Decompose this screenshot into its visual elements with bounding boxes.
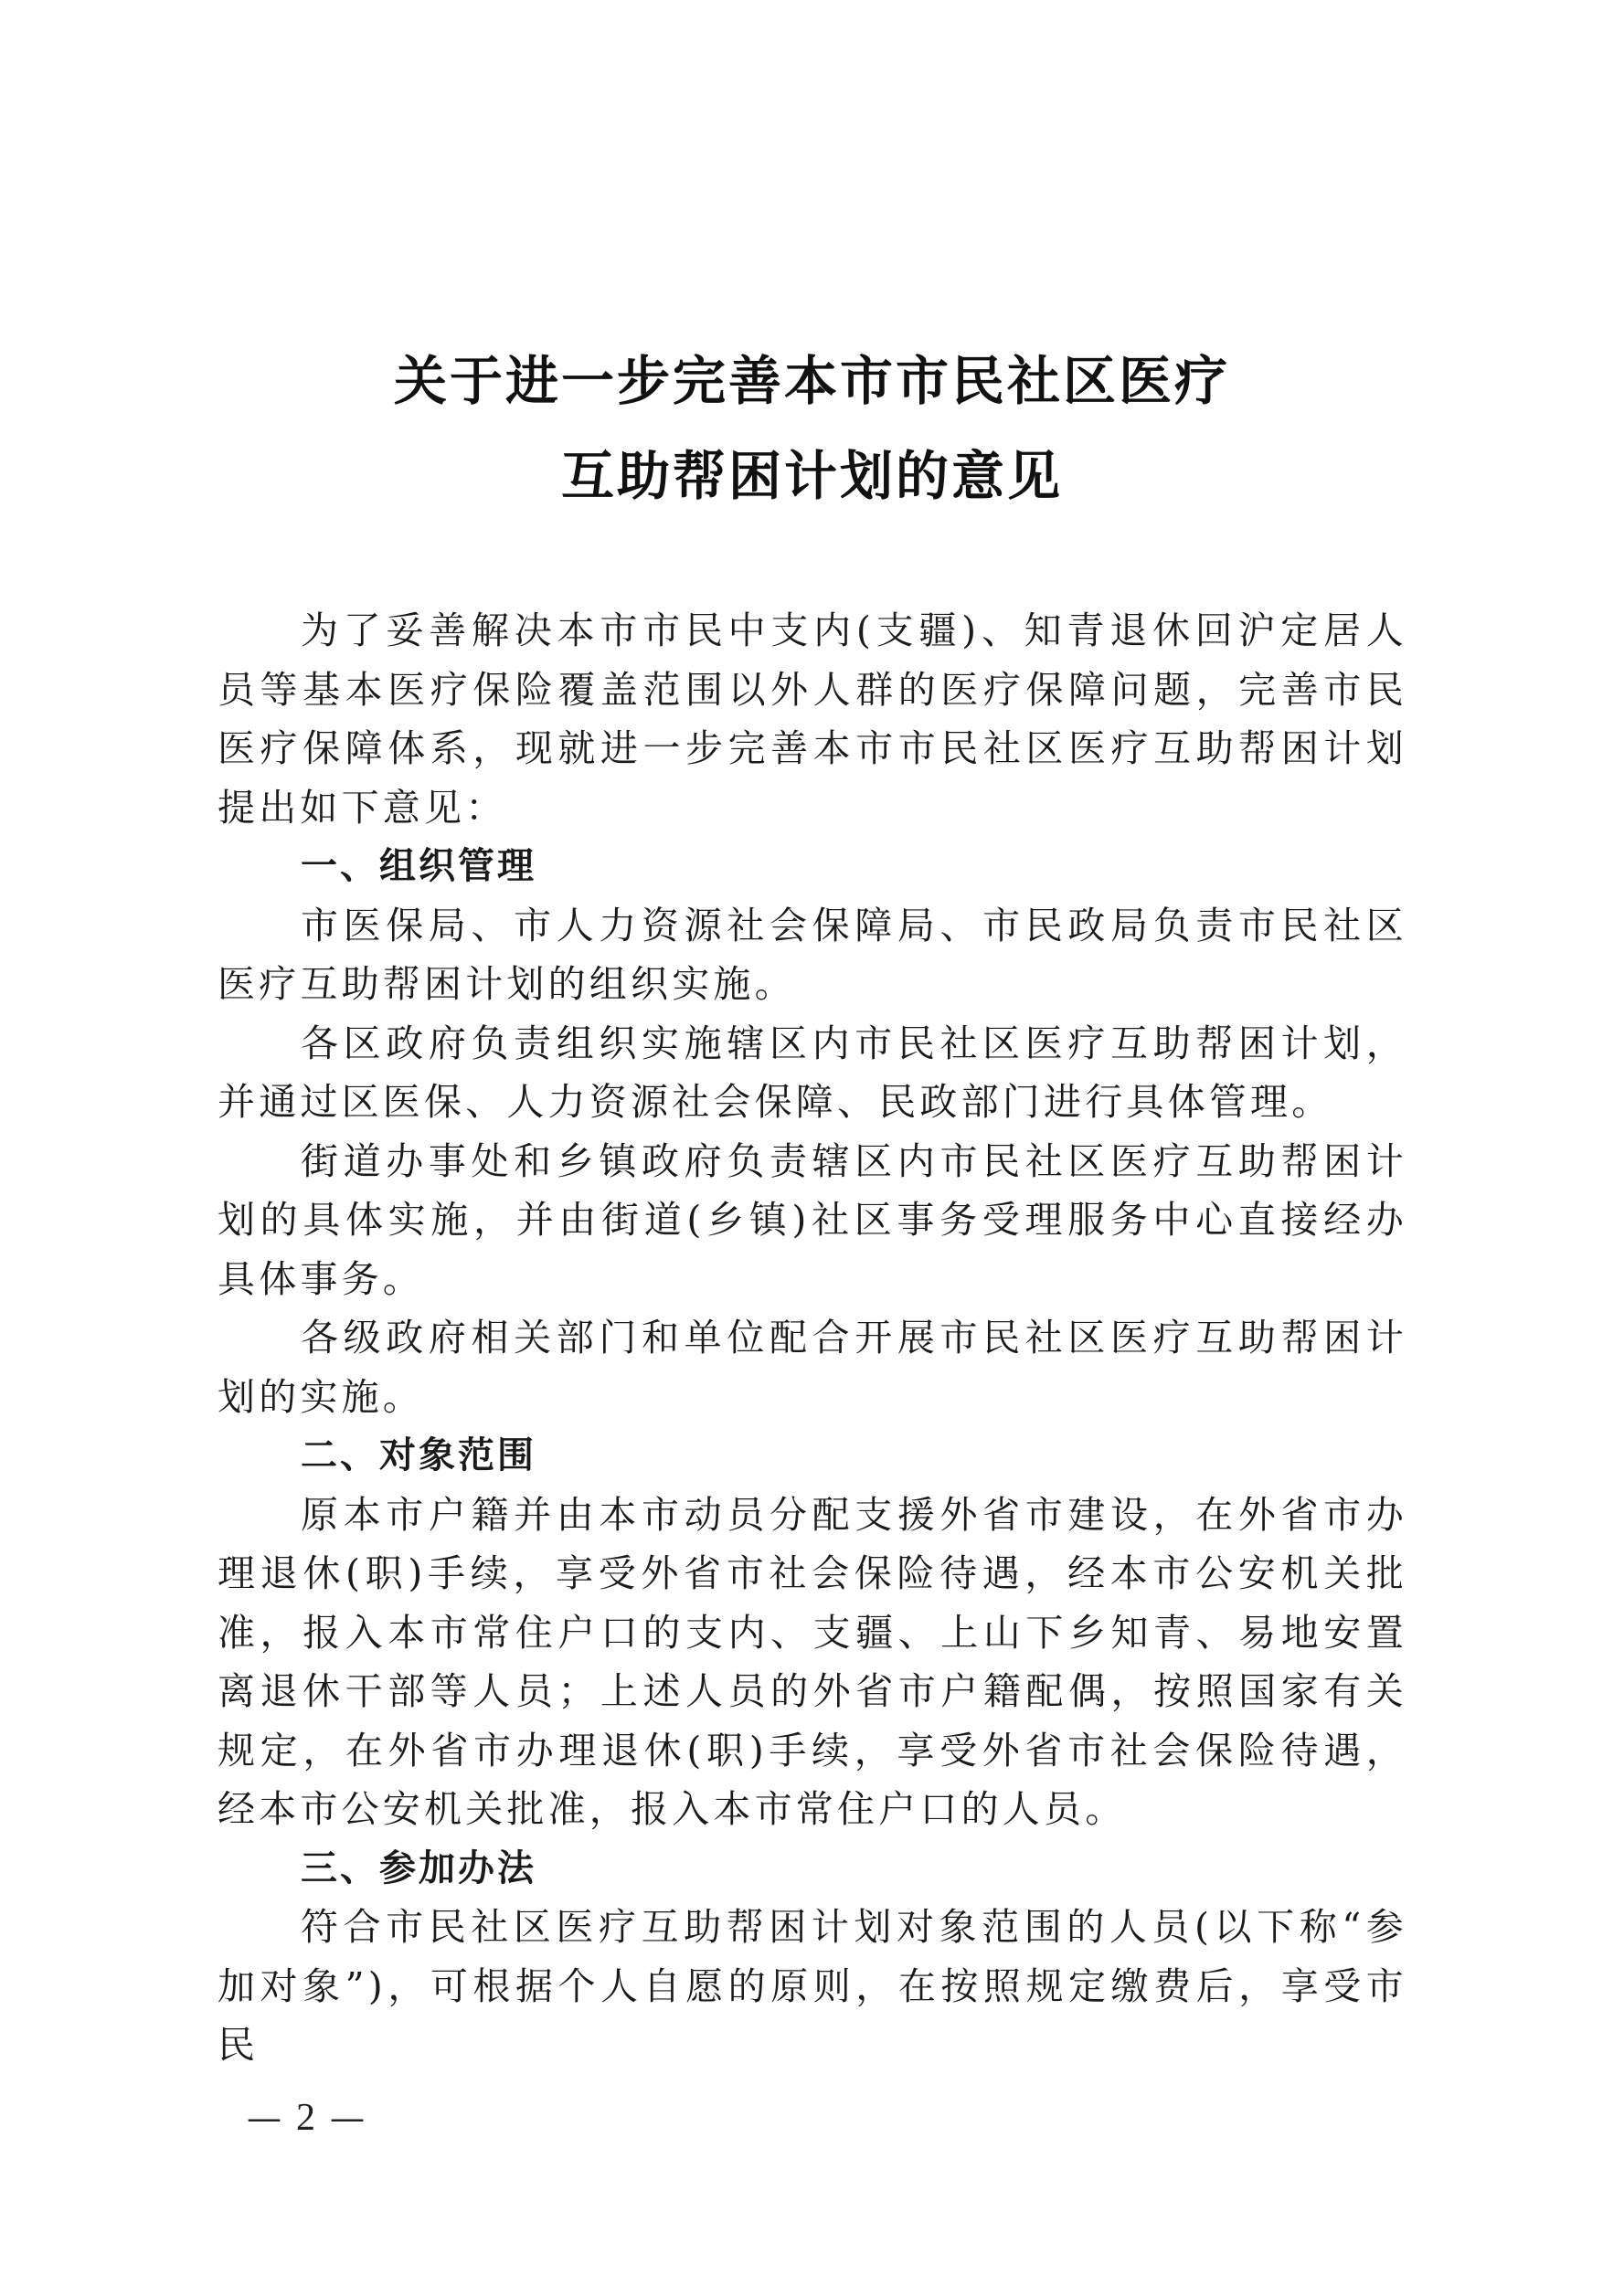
document-title-line-1: 关于进一步完善本市市民社区医疗 [393, 350, 1230, 412]
page-footer [247, 2097, 366, 2139]
section-1-heading: 一、组织管理 [301, 845, 536, 887]
footer-dash-left: — [247, 2098, 283, 2138]
section-2-heading: 二、对象范围 [301, 1434, 536, 1476]
document-title-line-2: 互助帮困计划的意见 [560, 445, 1063, 507]
section-1-paragraph-3: 街道办事处和乡镇政府负责辖区内市民社区医疗互助帮困计划的具体实施，并由街道(乡镇)社区事务受理服务中心直接经办具体事务。 [218, 1138, 1407, 1301]
section-1-paragraph-2: 各区政府负责组织实施辖区内市民社区医疗互助帮困计划，并通过区医保、人力资源社会保障、民政部门进行具体管理。 [218, 1021, 1407, 1124]
section-3-heading: 三、参加办法 [301, 1846, 536, 1889]
document-body [218, 601, 1407, 2075]
intro-paragraph: 为了妥善解决本市市民中支内(支疆)、知青退休回沪定居人员等基本医疗保险覆盖范围以外人群的医疗保障问题，完善市民医疗保障体系，现就进一步完善本市市民社区医疗互助帮困计划提出如下意见： [218, 608, 1407, 830]
footer-dash-right: — [330, 2098, 366, 2138]
page-number: 2 [296, 2097, 317, 2139]
section-1-paragraph-1: 市医保局、市人力资源社会保障局、市民政局负责市民社区医疗互助帮困计划的组织实施。 [218, 903, 1407, 1006]
section-3-paragraph-1: 符合市民社区医疗互助帮困计划对象范围的人员(以下称“参加对象”)，可根据个人自愿的原则，在按照规定缴费后，享受市民 [218, 1905, 1407, 2067]
section-2-paragraph-1: 原本市户籍并由本市动员分配支援外省市建设，在外省市办理退休(职)手续，享受外省市社会保险待遇，经本市公安机关批准，报入本市常住户口的支内、支疆、上山下乡知青、易地安置离退休干部等人员；上述人员的外省市户籍配偶，按照国家有关规定，在外省市办理退休(职)手续，享受外省市社会保险待遇，经本市公安机关批准，报入本市常住户口的人员。 [218, 1492, 1407, 1831]
section-1-paragraph-4: 各级政府相关部门和单位配合开展市民社区医疗互助帮困计划的实施。 [218, 1316, 1407, 1419]
